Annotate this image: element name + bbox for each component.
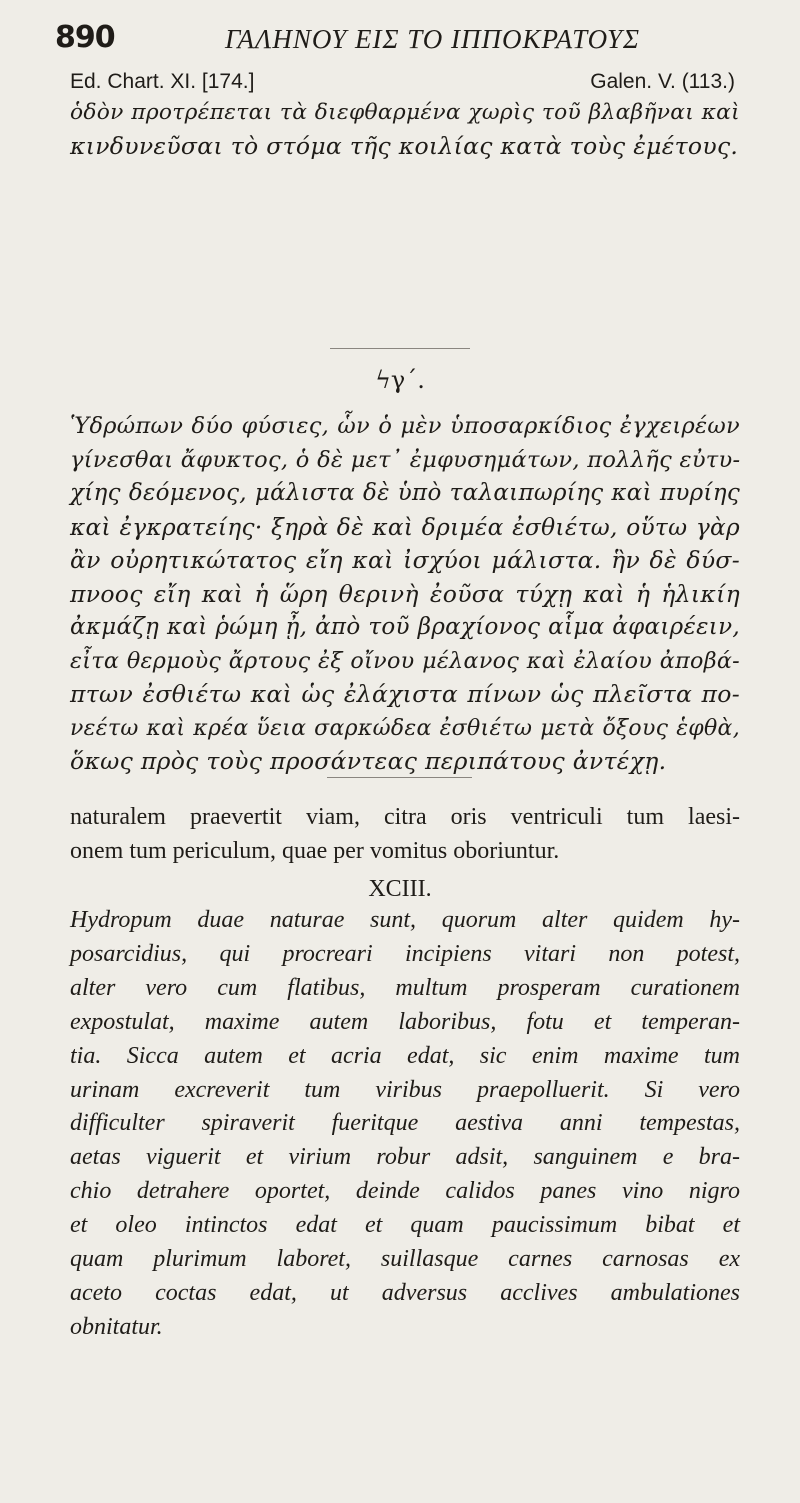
text-line: ὁδὸν προτρέπεται τὰ διεφθαρμένα χωρὶς τοῦ βλαβῆναι καὶ bbox=[70, 100, 740, 125]
text-line: χίης δεόμενος, μάλιστα δὲ ὑπὸ ταλαιπωρίης καὶ πυρίης bbox=[70, 480, 740, 506]
section-divider bbox=[327, 777, 472, 778]
text-line: expostulat, maxime autem laboribus, fotu et temperan- bbox=[70, 1008, 740, 1035]
text-line: tia. Sicca autem et acria edat, sic enim maxime tum bbox=[70, 1042, 740, 1069]
text-line: quam plurimum laboret, suillasque carnes carnosas ex bbox=[70, 1246, 740, 1273]
text-line: πνοος εἴη καὶ ἡ ὥρη θερινὴ ἐοῦσα τύχῃ καὶ ἡ ἡλικίη bbox=[70, 579, 740, 608]
text-line: onem tum periculum, quae per vomitus oboriuntur. bbox=[70, 838, 560, 864]
page-header bbox=[55, 14, 755, 64]
text-line: καὶ ἐγκρατείης· ξηρὰ δὲ καὶ δριμέα ἐσθιέτω, οὕτω γὰρ bbox=[70, 513, 740, 541]
text-line: νεέτω καὶ κρέα ὕεια σαρκώδεα ἐσθιέτω μετὰ ὄξους ἑφθὰ, bbox=[70, 715, 740, 741]
text-line: alter vero cum flatibus, multum prosperam curationem bbox=[70, 974, 740, 1001]
latin-section-number: XCIII. bbox=[368, 876, 432, 902]
text-line: aceto coctas edat, ut adversus acclives ambulationes bbox=[70, 1279, 740, 1306]
text-line: urinam excreverit tum viribus praepolluerit. Si vero bbox=[70, 1076, 740, 1103]
section-divider bbox=[330, 348, 470, 349]
text-line: et oleo intinctos edat et quam paucissimum bibat et bbox=[70, 1212, 740, 1239]
chartier-reference: Ed. Chart. XI. [174.] bbox=[70, 70, 255, 93]
text-line: εἶτα θερμοὺς ἄρτους ἐξ οἴνου μέλανος καὶ ἐλαίου ἀποβά- bbox=[70, 647, 740, 674]
text-line: κινδυνεῦσαι τὸ στόμα τῆς κοιλίας κατὰ τοὺς ἐμέτους. bbox=[70, 131, 739, 160]
text-line: obnitatur. bbox=[70, 1313, 163, 1340]
greek-continuation bbox=[70, 96, 740, 163]
text-line: Ὑδρώπων δύο φύσιες, ὧν ὁ μὲν ὑποσαρκίδιος ἐγχειρέων bbox=[70, 413, 740, 439]
text-line: aetas viguerit et virium robur adsit, sanguinem e bra- bbox=[70, 1144, 740, 1171]
galen-reference: Galen. V. (113.) bbox=[590, 70, 735, 93]
text-line: posarcidius, qui procreari incipiens vitari non potest, bbox=[70, 940, 740, 967]
text-line: ὅκως πρὸς τοὺς προσάντεας περιπάτους ἀντέχῃ. bbox=[70, 747, 667, 775]
text-line: ἀκμάζῃ καὶ ῥώμη ᾖ, ἀπὸ τοῦ βραχίονος αἷμα ἀφαιρέειν, bbox=[70, 614, 740, 640]
text-line: difficulter spiraverit fueritque aestiva anni tempestas, bbox=[70, 1110, 740, 1137]
text-line: Hydropum duae naturae sunt, quorum alter quidem hy- bbox=[70, 907, 740, 933]
text-line: chio detrahere oportet, deinde calidos panes vino nigro bbox=[70, 1178, 740, 1205]
text-line: γίνεσθαι ἄφυκτος, ὁ δὲ μετ᾽ ἐμφυσημάτων, πολλῆς εὐτυ- bbox=[70, 446, 741, 473]
text-line: naturalem praevertit viam, citra oris ventriculi tum laesi- bbox=[70, 804, 740, 830]
greek-aphorism bbox=[70, 410, 740, 779]
page-number: 890 bbox=[55, 20, 115, 55]
latin-aphorism bbox=[70, 904, 740, 1345]
text-line: πτων ἐσθιέτω καὶ ὡς ἐλάχιστα πίνων ὡς πλεῖστα πο- bbox=[70, 680, 740, 708]
text-line: ἂν οὐρητικώτατος εἴη καὶ ἰσχύοι μάλιστα. ἣν δὲ δύσ- bbox=[70, 546, 740, 574]
running-head: ΓΑΛΗΝΟΥ ΕΙΣ ΤΟ ΙΠΠΟΚΡΑΤΟΥΣ bbox=[225, 24, 641, 54]
latin-continuation bbox=[70, 800, 740, 868]
greek-section-number: ϟγ΄. bbox=[375, 366, 425, 394]
